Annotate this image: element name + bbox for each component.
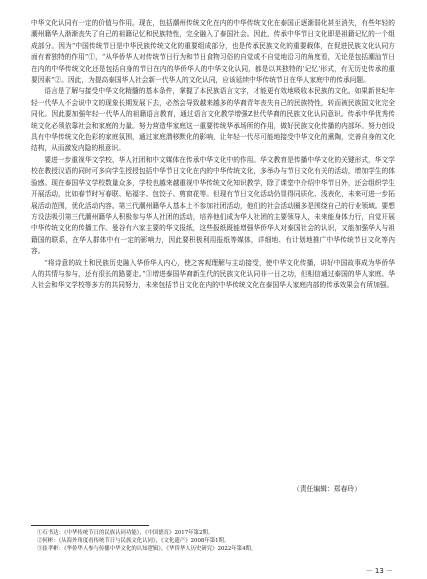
- editor-note: （责任编辑：郑春玲）: [293, 485, 361, 493]
- body-paragraph-4: “将诗意的故土和民族历史融入华侨华人内心，使之客观理解与主动接受，使中华文化传播，讲好中国故事成为华侨华人的共情与参与，还有很长的路要走。”③增进泰国华裔新生代的民族文化认同非一日之功，但相信通过泰国的华人家庭、华人社会和华文学校等多方的共同努力，未来包括节日文化在内的中华传统文化在泰国华人家庭内部的传承效果会有所加强。: [31, 258, 395, 290]
- body-paragraph-3: 要进一步重视华文学校、华人社团和中文媒体在传承中华文化中的作用。华文教育是传播中华文化的关键形式，华文学校在教授汉语的同时可多向学生授授包括中华节日文化在内的中华传统文化，多举办与节日文化有关的活动，增加学生的体验感。现在泰国华文学校数量众多，学校也越来越重视中华传统文化知识教学，除了课堂中介绍中华节日外，还会组织学生开展活动，比如春节时写春联、贴福字、包饺子、剪窗花等。但现有节日文化活动仍显得同质化、浅表化，未来可进一步拓展活动范围，优化活动内容。第三代潮州籍华人基本上不参加社团活动，他们的社会活动圈多是围绕自己的行业领域。要想方设法吸引第三代潮州籍华人积极参与华人社团的活动，培养他们成为华人社团的主要领导人，未来能身体力行，自觉开展中华传统文化的传播工作。曼谷有六家主要的华文报纸，这些报纸既能增强华侨华人对泰国社会的认识，又能加强华人与祖籍国的联系，在华人群体中有一定的影响力，因此要积极利用报纸等媒体，详细地、有计划地推广中华传统节日文化等内容。: [31, 155, 395, 256]
- body-paragraph-2: 语言是了解与接受中华文化精髓的基本条件，掌握了本民族语言文字，才能更有效地吸收本民族的文化。如果新世纪年轻一代华人不会说中文的现象长期发展下去，必然会导致越来越多的华裔青年丧失自己的民族特性，转而被民族国文化完全同化。因此要加强年轻一代华人的祖籍语言教育，通过语言文化教学增强Z世代华裔的民族文化认同意识。传承中华优秀传统文化必须依靠社会和家庭的力量。努力营造华家庭这一重要传统华承场所的作用，做好民族文化传播的内部环。努力创设具有中华传统文化色彩的家庭氛围，通过家庭潜移默化的影响，让年轻一代尽可能地接受中华文化的熏陶，完善自身的文化结构，从而激发内隐的根意识。: [31, 87, 395, 153]
- article-body: [31, 18, 395, 575]
- footnote-3: ③崔孝彬：《华侨华人参与传播中华文化的认知逻辑》，《华侨华人历史研究》2022年第4期。: [37, 546, 257, 553]
- page-number: － 13 －: [365, 567, 393, 575]
- footnote-2: ②何彬：《从海外角度看传统节日与民族文化认同》，《文化遗产》2008年第1期。: [37, 538, 230, 545]
- footnote-1: ①石书达：《中华传统节日的民族认同功能》，《中国德育》2017年第2期。: [37, 530, 214, 536]
- footnote-divider: [31, 525, 149, 526]
- body-paragraph-1: 中华文化认同有一定的价值与作用。现在，包括潮州传统文化在内的中华传统文化在泰国正逐渐弱化甚至消失，有些年轻的潮州籍华人渐渐丧失了自己的祖籍记忆和民族特性，完全融入了泰国社会。因此，传承中华节日文化即是祖籍记忆的一个组成部分。因为“中国传统节日是中华民族传统文化的重要组成部分，也是传承民族文化的重要载体，在促进民族文化认同方面有着独特的作用”①，“从华侨华人对传统节日行为和节日食物习俗的自觉或不自觉地沿习的角度看，无论是包括潮汕节日在内的中华传统文化还是包括自身的节日在内的华侨华人的中华文化认同，都是以其独特的‘记忆’形式，有无历史传承的重要因素”②。因此，为提高泰国华人社会新一代华人的文化认同，应该延续中华传统节日在华人家庭中的传承问题。: [31, 19, 395, 85]
- footnotes: [37, 529, 395, 554]
